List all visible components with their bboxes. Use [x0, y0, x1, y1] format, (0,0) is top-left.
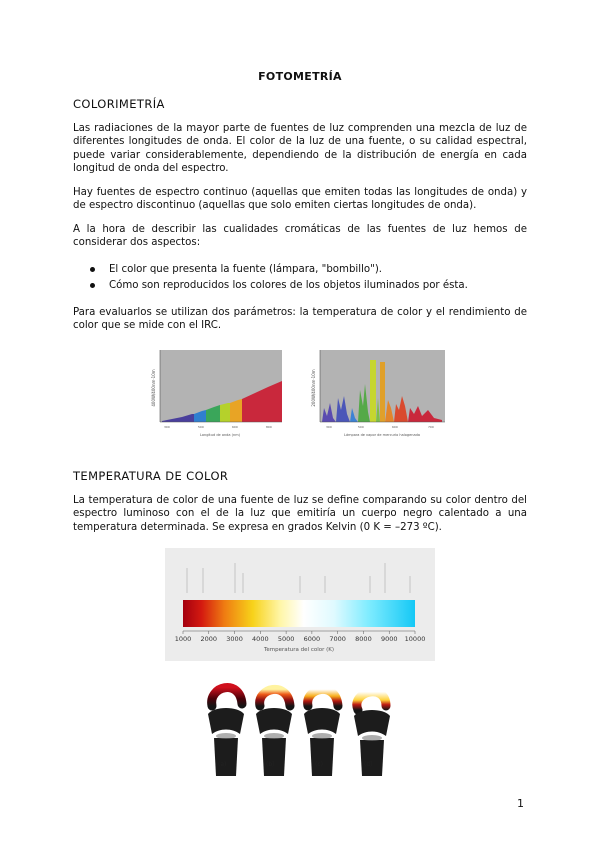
color-temperature-scale	[165, 548, 435, 661]
svg-text:200W/400nm·10m: 200W/400nm·10m	[311, 369, 316, 407]
svg-text:Longitud de onda (nm): Longitud de onda (nm)	[199, 433, 241, 437]
bullet-list	[73, 262, 527, 294]
scale-tick-label: 1000	[174, 635, 192, 643]
scale-tick-label: 10000	[404, 635, 426, 643]
photo-label: (b)	[266, 761, 275, 768]
scale-tick-label: 8000	[355, 635, 372, 643]
scale-tick-label: 2000	[200, 635, 218, 643]
bullet-icon	[90, 283, 95, 288]
svg-text:700: 700	[428, 425, 434, 429]
svg-text:400W/400nm·10m: 400W/400nm·10m	[151, 369, 156, 407]
svg-text:300: 300	[164, 425, 170, 429]
svg-text:600: 600	[232, 425, 238, 429]
svg-text:500: 500	[358, 425, 364, 429]
page-number: 1	[517, 797, 524, 810]
discontinuous-spectrum-figure	[310, 348, 450, 440]
paragraph: Las radiaciones de la mayor parte de fuentes de luz comprenden una mezcla de luz de diferentes longitudes de onda. El color de la luz de una fuente, o su calidad espectral, puede variar considerablemente, dependiendo de la distribución de energía en cada longitud de onda del espectro.	[73, 123, 527, 175]
svg-text:300: 300	[326, 425, 332, 429]
photo-label: (a)	[218, 761, 227, 768]
list-item: El color que presenta la fuente (lámpara, "bombillo").	[73, 262, 527, 278]
svg-text:500: 500	[198, 425, 204, 429]
paragraph: A la hora de describir las cualidades cromáticas de las fuentes de luz hemos de considerar dos aspectos:	[73, 224, 527, 249]
svg-text:800: 800	[266, 425, 272, 429]
paragraph: Hay fuentes de espectro continuo (aquellas que emiten todas las longitudes de onda) y de espectro discontinuo (aquellas que solo emiten ciertas longitudes de onda).	[73, 187, 527, 212]
paragraph: La temperatura de color de una fuente de luz se define comparando su color dentro del espectro luminoso con el de la luz que emitiría un cuerpo negro calentado a una temperatura determinada. Se expresa en grados Kelvin (0 K = –273 ºC).	[73, 495, 527, 533]
svg-text:Lámpara de vapor de mercurio h: Lámpara de vapor de mercurio halogenada	[344, 433, 420, 437]
continuous-spectrum-figure	[150, 348, 285, 440]
heated-filaments-photo	[200, 676, 400, 776]
bullet-icon	[90, 267, 95, 272]
scale-tick-label: 3000	[226, 635, 243, 643]
scale-tick-label: 9000	[380, 635, 398, 643]
photo-label: (c)	[315, 761, 323, 768]
scale-tick-label: 7000	[329, 635, 346, 643]
scale-tick-label: 6000	[303, 635, 321, 643]
scale-tick-label: 5000	[277, 635, 295, 643]
page-title: FOTOMETRÍA	[258, 70, 342, 83]
section-heading-colorimetria: COLORIMETRÍA	[73, 97, 165, 111]
scale-tick-label: 4000	[252, 635, 269, 643]
svg-text:600: 600	[392, 425, 398, 429]
paragraph: Para evaluarlos se utilizan dos parámetros: la temperatura de color y el rendimiento de color que se mide con el IRC.	[73, 307, 527, 332]
list-item: Cómo son reproducidos los colores de los objetos iluminados por ésta.	[73, 278, 527, 294]
section-heading-temperatura: TEMPERATURA DE COLOR	[73, 469, 229, 483]
color-temperature-figure	[165, 548, 435, 661]
photo-label: (d)	[364, 761, 373, 768]
axis-label: Temperatura del color (K)	[263, 647, 335, 653]
